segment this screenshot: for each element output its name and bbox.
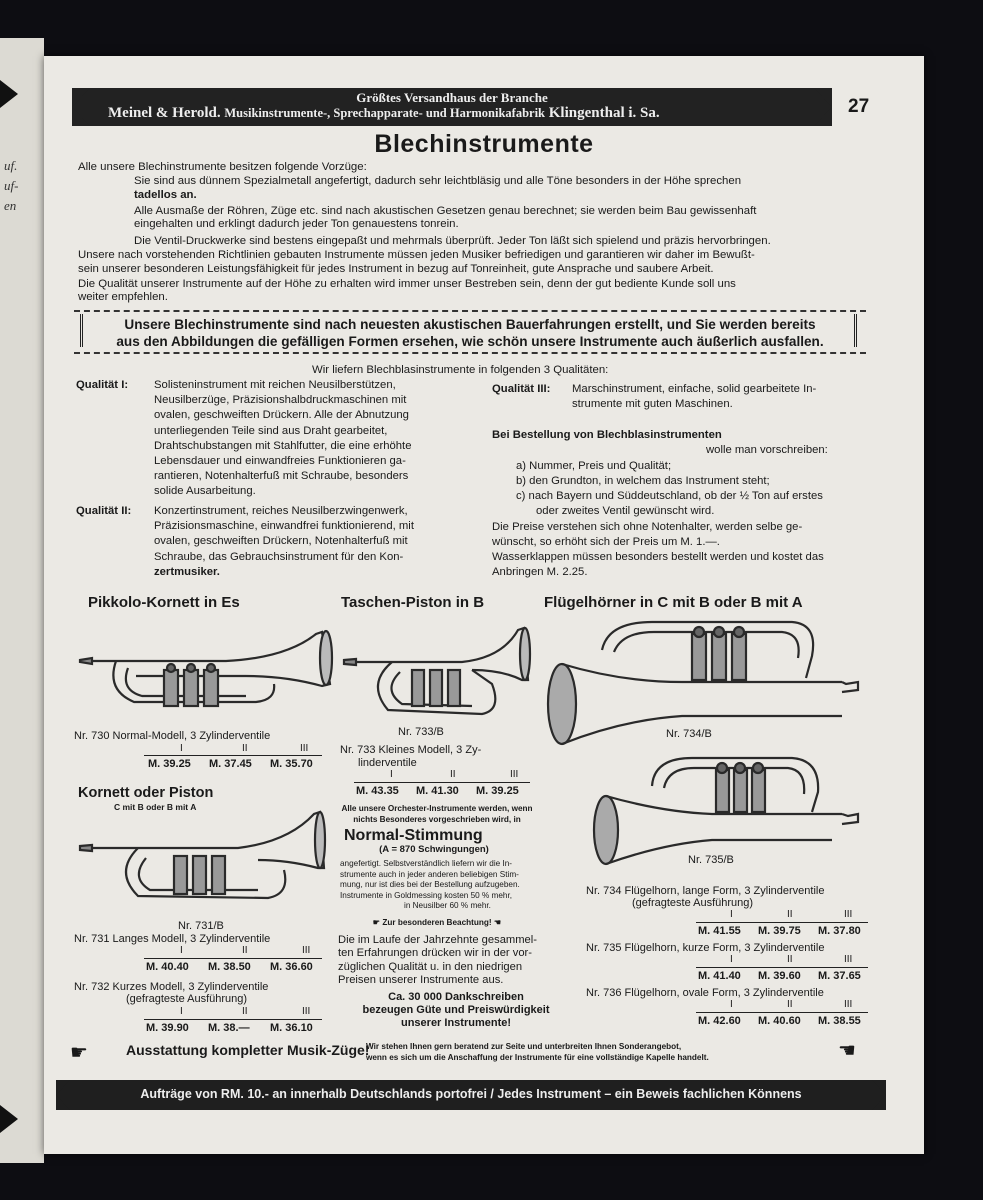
header-tagline: Größtes Versandhaus der Branche — [356, 90, 548, 105]
section-title-taschen-piston: Taschen-Piston in B — [341, 594, 485, 611]
notice-line: Alle unsere Orchester-Instrumente werden, wenn — [341, 804, 533, 813]
product-736-price-1: M. 42.60 — [698, 1015, 741, 1027]
price-rule — [354, 782, 530, 783]
quality-numeral: II — [242, 1006, 248, 1017]
order-line: Anbringen M. 2.25. — [492, 566, 588, 578]
band-ad-text — [366, 1042, 709, 1063]
product-736-price-2: M. 40.60 — [758, 1015, 801, 1027]
thanks-text — [336, 991, 576, 1030]
product-730-price-3: M. 35.70 — [270, 758, 313, 770]
notice-line: Wir stehen Ihnen gern beratend zur Seite und unterbreiten Ihnen Sonderangebot, — [366, 1042, 682, 1051]
page-title: Blechinstrumente — [374, 130, 594, 158]
quality-line: unterliegenden Teile sind aus Draht gearbeitet, — [154, 424, 388, 437]
notice-line: unserer Instrumente! — [400, 1017, 512, 1029]
quality-numeral: II — [450, 769, 456, 780]
product-732-price-3: M. 36.10 — [270, 1022, 313, 1034]
product-736-price-3: M. 38.55 — [818, 1015, 861, 1027]
intro-line: sein unserer besonderen Leistungsfähigkeit für jedes Instrument in bezug auf Tonreinheit, gute Ansprache und saubere Arbeit. — [78, 263, 714, 275]
firm-location: Klingenthal i. Sa. — [548, 105, 660, 121]
notice-line: in Neusilber 60 % mehr. — [404, 901, 491, 910]
product-730-label: Nr. 730 Normal-Modell, 3 Zylinderventile — [74, 730, 271, 742]
prev-page-fragment: en — [4, 198, 17, 213]
fluegelhorn-735b-illustration — [592, 752, 862, 862]
intro-line: weiter empfehlen. — [78, 291, 168, 303]
quality-line: Lebensdauer und einwandfreies Funktionieren ga- — [154, 455, 406, 468]
section-title-kornett: Kornett oder Piston — [78, 785, 214, 801]
notice-line: Unsere Blechinstrumente sind nach neuesten akustischen Bauerfahrungen erstellt, und Sie werden bereits — [124, 317, 816, 332]
order-line: oder zweites Ventil gewünscht wird. — [536, 505, 715, 517]
fluegelhorn-734b-illustration — [542, 616, 860, 746]
notice-line: mung, nur ist dies bei der Bestellung aufzugeben. — [340, 880, 520, 889]
kornett-subtitle: C mit B oder B mit A — [114, 802, 197, 812]
notice-line: wenn es sich um die Anschaffung der Instrumente für eine vollständige Kapelle handelt. — [366, 1052, 709, 1062]
header-firm-line — [108, 105, 660, 122]
quality-line: Solisteninstrument mit reichen Neusilberstützen, — [154, 379, 396, 391]
quality-line: strumente mit guten Maschinen. — [572, 398, 733, 411]
quality-numeral: I — [730, 999, 733, 1010]
band-ad-headline: Ausstattung kompletter Musik-Züge! — [126, 1042, 370, 1058]
product-732-label: Nr. 732 Kurzes Modell, 3 Zylinderventile — [74, 981, 269, 993]
price-rule — [696, 1012, 868, 1013]
notice-line: Preisen unserer Instrumente aus. — [338, 974, 504, 987]
prev-page-fragment: uf. — [4, 158, 18, 173]
quality-line: Präzisionsmaschine, einwandfrei funktionierend, mit — [154, 520, 414, 533]
order-line: c) nach Bayern und Süddeutschland, ob der ½ Ton auf erstes — [516, 490, 823, 502]
quality-line: zertmusiker. — [154, 565, 220, 578]
previous-page-edge — [0, 38, 44, 1163]
section-title-fluegelhoerner: Flügelhörner in C mit B oder B mit A — [544, 594, 803, 611]
product-731-label: Nr. 731 Langes Modell, 3 Zylinderventile — [74, 933, 271, 945]
product-733-price-2: M. 41.30 — [416, 785, 459, 797]
tuning-notice-body — [340, 859, 536, 912]
caption-734b: Nr. 734/B — [666, 728, 712, 740]
intro-line: Alle unsere Blechinstrumente besitzen folgende Vorzüge: — [78, 161, 367, 173]
box-ornament — [80, 314, 86, 347]
section-title-pikkolo: Pikkolo-Kornett in Es — [88, 594, 240, 611]
header-banner — [72, 88, 832, 126]
price-rule — [696, 967, 868, 968]
pointing-hand-icon: ☛ — [372, 918, 381, 927]
quality-numeral: II — [242, 945, 248, 956]
price-rule — [144, 1019, 322, 1020]
product-736-label: Nr. 736 Flügelhorn, ovale Form, 3 Zylinderventile — [586, 987, 824, 999]
quality-numeral: III — [510, 769, 519, 780]
product-733-label-cont: linderventile — [358, 757, 417, 769]
catalog-page — [44, 56, 924, 1154]
caption-733b: Nr. 733/B — [398, 726, 444, 738]
product-735-price-2: M. 39.60 — [758, 970, 801, 982]
quality-numeral: II — [787, 954, 793, 965]
notice-line: züglichen Qualität u. in den niedrigen — [338, 960, 523, 973]
intro-line: eingehalten und erklingt dadurch jeder Ton genauestens tonrein. — [134, 218, 459, 230]
quality-line: Drahtschubstangen mit Stahlfutter, die eine erhöhte — [154, 439, 412, 452]
quality-line: rantieren, Notenhalterfuß mit Schraube, besonders — [154, 470, 409, 483]
product-732-price-1: M. 39.90 — [146, 1022, 189, 1034]
quality-numeral: III — [300, 743, 309, 754]
pointing-hand-icon: ☚ — [838, 1040, 856, 1062]
quality-numeral: I — [730, 909, 733, 920]
notice-line: Instrumente in Goldmessing kosten 50 % mehr, — [340, 890, 513, 900]
experience-text — [338, 934, 537, 988]
quality-2-label: Qualität II: — [76, 505, 132, 517]
product-731-price-1: M. 40.40 — [146, 961, 189, 973]
prev-page-fragment: uf- — [4, 178, 19, 193]
quality-numeral: III — [844, 909, 853, 920]
quality-line: ovalen, geschweiften Drückern. Alle der Abnutzung — [154, 409, 409, 422]
quality-numeral: III — [844, 999, 853, 1010]
product-731-price-2: M. 38.50 — [208, 961, 251, 973]
pikkolo-kornett-illustration — [76, 612, 336, 722]
order-line: wünscht, so erhöht sich der Preis um M. 1.—. — [492, 536, 720, 548]
quality-notice-text — [96, 316, 844, 350]
order-line: Wasserklappen müssen besonders bestellt werden und kostet das — [492, 551, 824, 563]
product-735-price-3: M. 37.65 — [818, 970, 861, 982]
attention-text: Zur besonderen Beachtung! — [382, 918, 492, 927]
product-731-price-3: M. 36.60 — [270, 961, 313, 973]
quality-line: Neusilberzüge, Präzisionshalbdruckmaschinen mit — [154, 394, 407, 407]
product-734-price-3: M. 37.80 — [818, 925, 861, 937]
box-ornament — [854, 314, 860, 347]
quality-numeral: II — [787, 909, 793, 920]
taschen-piston-illustration — [342, 614, 532, 724]
attention-line — [342, 918, 532, 929]
product-734-label: Nr. 734 Flügelhorn, lange Form, 3 Zylinderventile — [586, 885, 825, 897]
notice-line: aus den Abbildungen die gefälligen Formen ersehen, wie schön unsere Instrumente auch äußerlich ausfallen. — [116, 334, 824, 349]
quality-1-label: Qualität I: — [76, 379, 129, 391]
quality-line: Schraube, das Gebrauchsinstrument für den Kon- — [154, 550, 404, 563]
notice-line: nichts Besonderes vorgeschrieben wird, in — [353, 814, 521, 824]
quality-numeral: II — [242, 743, 248, 754]
pointing-hand-icon: ☛ — [70, 1042, 88, 1064]
firm-name: Meinel & Herold. — [108, 105, 221, 121]
order-heading: Bei Bestellung von Blechblasinstrumenten — [492, 429, 722, 441]
product-733-label: Nr. 733 Kleines Modell, 3 Zy- — [340, 744, 482, 756]
pointing-hand-icon: ☚ — [493, 918, 502, 927]
intro-line: tadellos an. — [134, 189, 197, 201]
order-line: b) den Grundton, in welchem das Instrument steht; — [516, 475, 770, 487]
quality-2-text — [154, 504, 456, 580]
order-line: wolle man vorschreiben: — [706, 444, 828, 456]
tuning-headline: Normal-Stimmung — [344, 827, 483, 844]
tuning-subheadline: (A = 870 Schwingungen) — [379, 844, 489, 855]
intro-line: Unsere nach vorstehenden Richtlinien gebauten Instrumente müssen jeden Musiker befriedigen und garantieren wir daher im Bewußt- — [78, 249, 755, 261]
quality-numeral: II — [787, 999, 793, 1010]
caption-735b: Nr. 735/B — [688, 854, 734, 866]
product-734-label-cont: (gefragteste Ausführung) — [632, 897, 754, 909]
quality-3-text — [572, 382, 816, 412]
quality-numeral: I — [180, 1006, 183, 1017]
quality-notice-box — [74, 310, 866, 354]
product-735-price-1: M. 41.40 — [698, 970, 741, 982]
prev-page-arrow-icon — [0, 80, 18, 108]
price-rule — [696, 922, 868, 923]
qualities-intro: Wir liefern Blechblasinstrumente in folgenden 3 Qualitäten: — [312, 364, 609, 376]
quality-line: Konzertinstrument, reiches Neusilberzwingenwerk, — [154, 505, 408, 517]
intro-line: Alle Ausmaße der Röhren, Züge etc. sind nach akustischen Gesetzen genau berechnet; sie werden beim Bau gewissenhaft — [134, 205, 757, 217]
notice-line: angefertigt. Selbstverständlich liefern wir die In- — [340, 859, 513, 868]
intro-line: Die Ventil-Druckwerke sind bestens eingepaßt und mehrmals überprüft. Jeder Ton läßt sich spielend und präzis hervorbringen. — [134, 235, 771, 247]
quality-line: Marschinstrument, einfache, solid gearbeitete In- — [572, 383, 817, 395]
footer-banner — [56, 1080, 886, 1110]
quality-numeral: III — [844, 954, 853, 965]
product-730-price-1: M. 39.25 — [148, 758, 191, 770]
quality-line: ovalen, geschweiften Drückern, Notenhalterfuß mit — [154, 535, 408, 548]
quality-numeral: III — [302, 945, 311, 956]
product-732-price-2: M. 38.— — [208, 1022, 250, 1034]
intro-line: Sie sind aus dünnem Spezialmetall angefertigt, dadurch sehr leichtbläsig und alle Töne besonders in der Höhe sprechen — [134, 175, 742, 187]
price-rule — [144, 755, 322, 756]
quality-numeral: I — [730, 954, 733, 965]
product-735-label: Nr. 735 Flügelhorn, kurze Form, 3 Zylinderventile — [586, 942, 825, 954]
caption-731b: Nr. 731/B — [178, 920, 224, 932]
intro-line: Die Qualität unserer Instrumente auf der Höhe zu erhalten wird immer unser Bestreben sein, denn der gut bediente Kunde soll uns — [78, 278, 736, 290]
product-733-price-3: M. 39.25 — [476, 785, 519, 797]
price-rule — [144, 958, 322, 959]
order-line: Die Preise verstehen sich ohne Notenhalter, werden selbe ge- — [492, 521, 803, 533]
quality-numeral: I — [180, 945, 183, 956]
firm-business: Musikinstrumente-, Sprechapparate- und Harmonikafabrik — [224, 106, 546, 120]
notice-line: strumente auch in jeder anderen beliebigen Stim- — [340, 869, 519, 879]
footer-text: Aufträge von RM. 10.- an innerhalb Deutschlands portofrei / Jedes Instrument – ein Beweis fachlichen Könnens — [140, 1087, 802, 1101]
page-number: 27 — [848, 96, 870, 117]
quality-1-text — [154, 378, 456, 500]
notice-line: Die im Laufe der Jahrzehnte gesammel- — [338, 934, 537, 946]
notice-line: bezeugen Güte und Preiswürdigkeit — [362, 1004, 550, 1016]
notice-line: Ca. 30 000 Dankschreiben — [388, 991, 524, 1003]
tuning-notice-top — [340, 804, 534, 825]
prev-page-arrow-icon — [0, 1105, 18, 1133]
quality-numeral: I — [180, 743, 183, 754]
quality-3-label: Qualität III: — [492, 383, 551, 395]
quality-numeral: III — [302, 1006, 311, 1017]
product-730-price-2: M. 37.45 — [209, 758, 252, 770]
kornett-piston-illustration — [78, 802, 328, 912]
product-734-price-2: M. 39.75 — [758, 925, 801, 937]
quality-numeral: I — [390, 769, 393, 780]
product-734-price-1: M. 41.55 — [698, 925, 741, 937]
notice-line: ten Erfahrungen drücken wir in der vor- — [338, 947, 533, 960]
quality-line: solide Ausarbeitung. — [154, 485, 256, 498]
product-732-label-cont: (gefragteste Ausführung) — [126, 993, 248, 1005]
order-line: a) Nummer, Preis und Qualität; — [516, 460, 672, 472]
product-733-price-1: M. 43.35 — [356, 785, 399, 797]
